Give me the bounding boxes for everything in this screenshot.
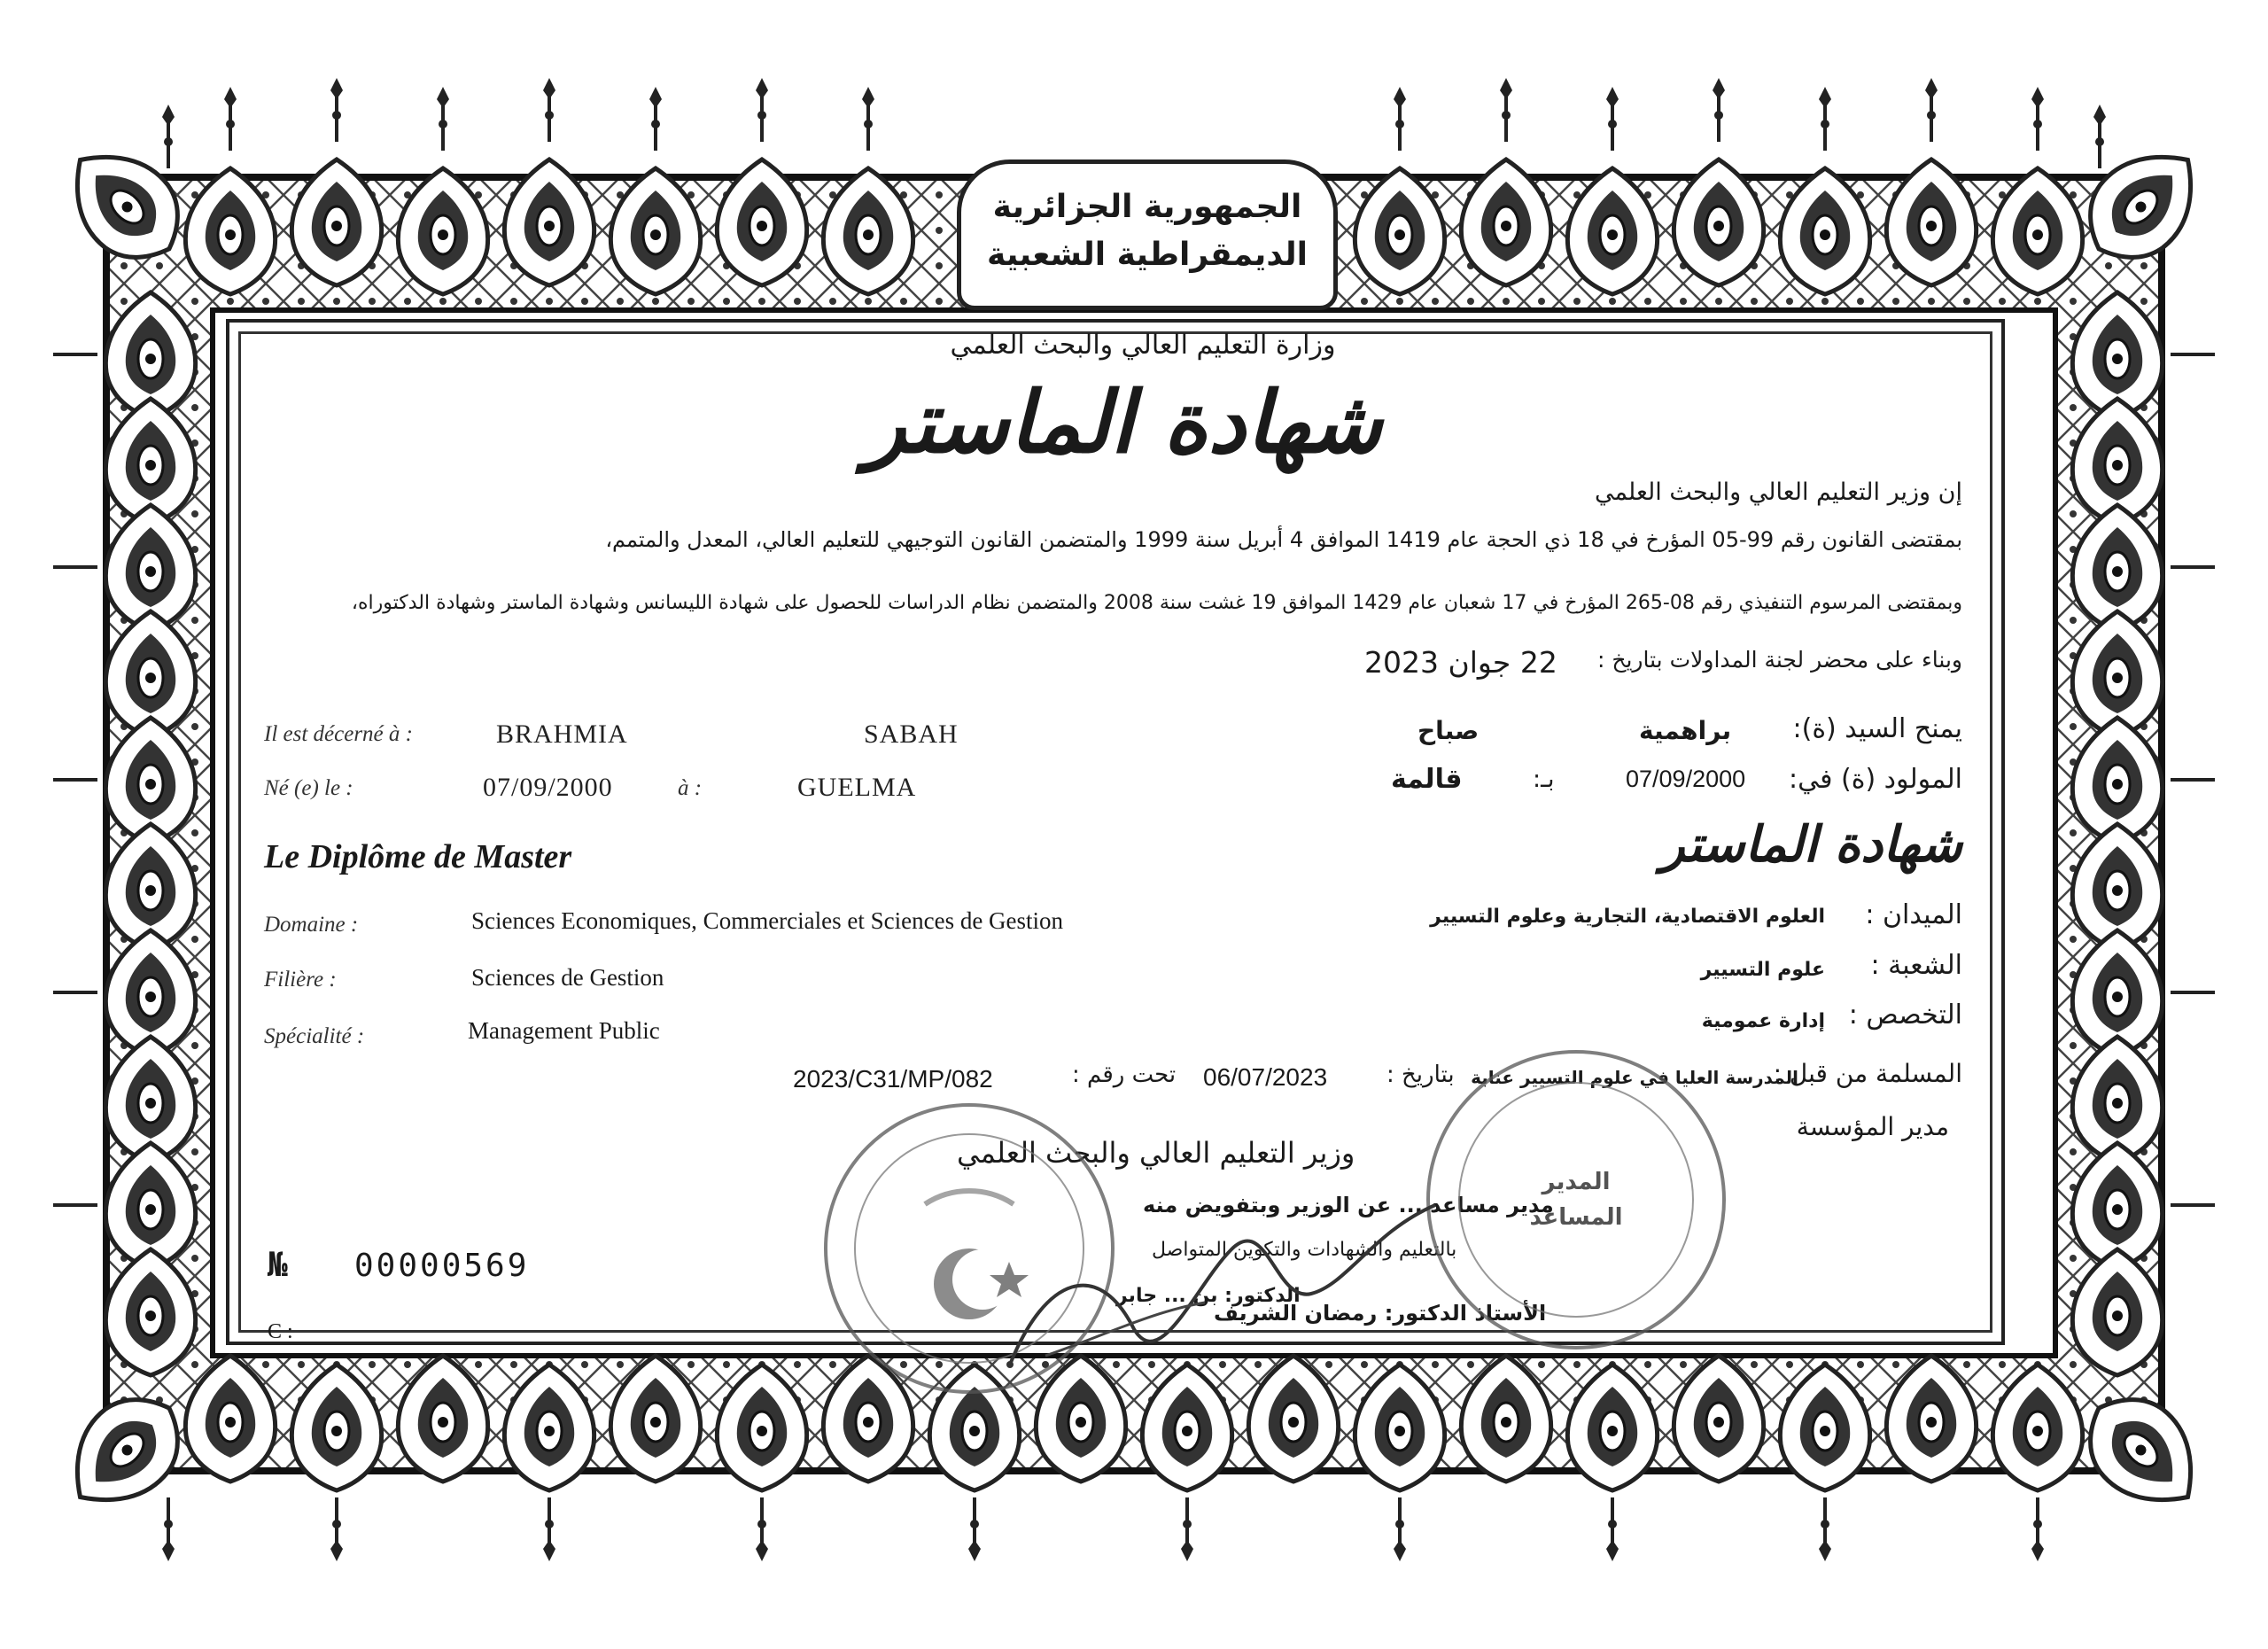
- reference-number: 2023/C31/MP/082: [793, 1065, 993, 1093]
- serial-number: 00000569: [354, 1248, 530, 1284]
- serial-c-label: C :: [268, 1320, 293, 1343]
- ar-delivered-label: المسلمة من قبل :: [1773, 1059, 1962, 1088]
- republic-cartouche: [957, 159, 1338, 310]
- fr-born-label: Né (e) le :: [264, 776, 353, 800]
- republic-line2: الديمقراطية الشعبية: [987, 237, 1308, 273]
- delegation-line2: بالتعليم والشهادات والتكوين المتواصل: [1152, 1239, 1457, 1261]
- diploma-title-ar: شهادة الماستر: [865, 372, 1382, 472]
- deliberation-date: 22 جوان 2023: [1364, 645, 1557, 680]
- ar-born-label: المولود (ة) في:: [1789, 764, 1962, 795]
- fr-awarded-label: Il est décerné à :: [264, 722, 413, 746]
- delegation-line3: الدكتور: بن ... جابر: [1116, 1285, 1301, 1307]
- ar-domain-value: العلوم الاقتصادية، التجارية وعلوم التسيير: [1430, 906, 1825, 928]
- fr-spec-value: Management Public: [468, 1017, 660, 1044]
- minister-label: وزير التعليم العالي والبحث العلمي: [957, 1136, 1355, 1170]
- ar-first-name: صباح: [1418, 716, 1480, 745]
- preamble-line1: إن وزير التعليم العالي والبحث العلمي: [1594, 478, 1962, 506]
- ar-at-label: بـ:: [1533, 766, 1555, 793]
- delegation-line1: مدير مساعد ... عن الوزير وبتفويض منه: [1143, 1193, 1554, 1217]
- ar-ref-label: تحت رقم :: [1072, 1062, 1177, 1088]
- ar-birth-place: قالمة: [1391, 764, 1463, 795]
- ar-date-label: بتاريخ :: [1386, 1062, 1455, 1088]
- ar-awarded-label: يمنح السيد (ة):: [1792, 713, 1962, 744]
- institution-seal: [1426, 1050, 1726, 1350]
- ar-institution: المدرسة العليا في علوم التسيير عنابة: [1471, 1067, 1798, 1088]
- ar-spec-label: التخصص :: [1848, 1000, 1962, 1031]
- ar-spec-value: إدارة عمومية: [1701, 1010, 1825, 1032]
- fr-diploma-title: Le Diplôme de Master: [264, 838, 572, 875]
- ar-diploma-title: شهادة الماستر: [1660, 815, 1962, 874]
- ministry-header: وزارة التعليم العالي والبحث العلمي: [950, 330, 1336, 361]
- ar-birth-date: 07/09/2000: [1626, 766, 1746, 792]
- handwritten-signature: [992, 1152, 1453, 1391]
- fr-field-value: Sciences de Gestion: [471, 964, 664, 991]
- serial-prefix: №: [268, 1245, 288, 1284]
- republic-line1: الجمهورية الجزائرية: [992, 189, 1302, 225]
- preamble-line2: بمقتضى القانون رقم 99-05 المؤرخ في 18 ذي الحجة عام 1419 الموافق 4 أبريل سنة 1999 والمتضمن القانون التوجيهي للتعليم العالي، المعدل والمتمم،: [605, 527, 1962, 552]
- seal-line2: المساعد: [1529, 1204, 1623, 1231]
- fr-domain-value: Sciences Economiques, Commerciales et Sciences de Gestion: [471, 907, 1064, 934]
- seal-line1: المدير: [1542, 1169, 1611, 1195]
- fr-last-name: BRAHMIA: [496, 719, 628, 749]
- fr-first-name: SABAH: [864, 719, 959, 749]
- director-name: الأستاذ الدكتور: رمضان الشريف: [1214, 1301, 1547, 1326]
- fr-birth-date: 07/09/2000: [483, 773, 613, 802]
- director-label: مدير المؤسسة: [1796, 1112, 1949, 1141]
- fr-field-label: Filière :: [264, 968, 337, 992]
- fr-domain-label: Domaine :: [264, 913, 359, 937]
- ar-last-name: براهمية: [1639, 716, 1732, 745]
- ar-domain-label: الميدان :: [1865, 899, 1962, 930]
- fr-at-label: à :: [678, 776, 703, 800]
- issue-date: 06/07/2023: [1203, 1063, 1328, 1091]
- fr-birth-place: GUELMA: [797, 773, 917, 802]
- preamble-line4: وبناء على محضر لجنة المداولات بتاريخ :: [1596, 647, 1962, 673]
- fr-spec-label: Spécialité :: [264, 1024, 365, 1048]
- ar-field-label: الشعبة :: [1870, 950, 1962, 981]
- ar-field-value: علوم التسيير: [1700, 959, 1825, 981]
- preamble-line3: وبمقتضى المرسوم التنفيذي رقم 08-265 المؤرخ في 17 شعبان عام 1429 الموافق 19 غشت سنة 2008 والمتضمن نظام الدراسات للحصول على شهادة الليسانس وشهادة الماستر وشهادة الدكتوراه،: [351, 592, 1962, 614]
